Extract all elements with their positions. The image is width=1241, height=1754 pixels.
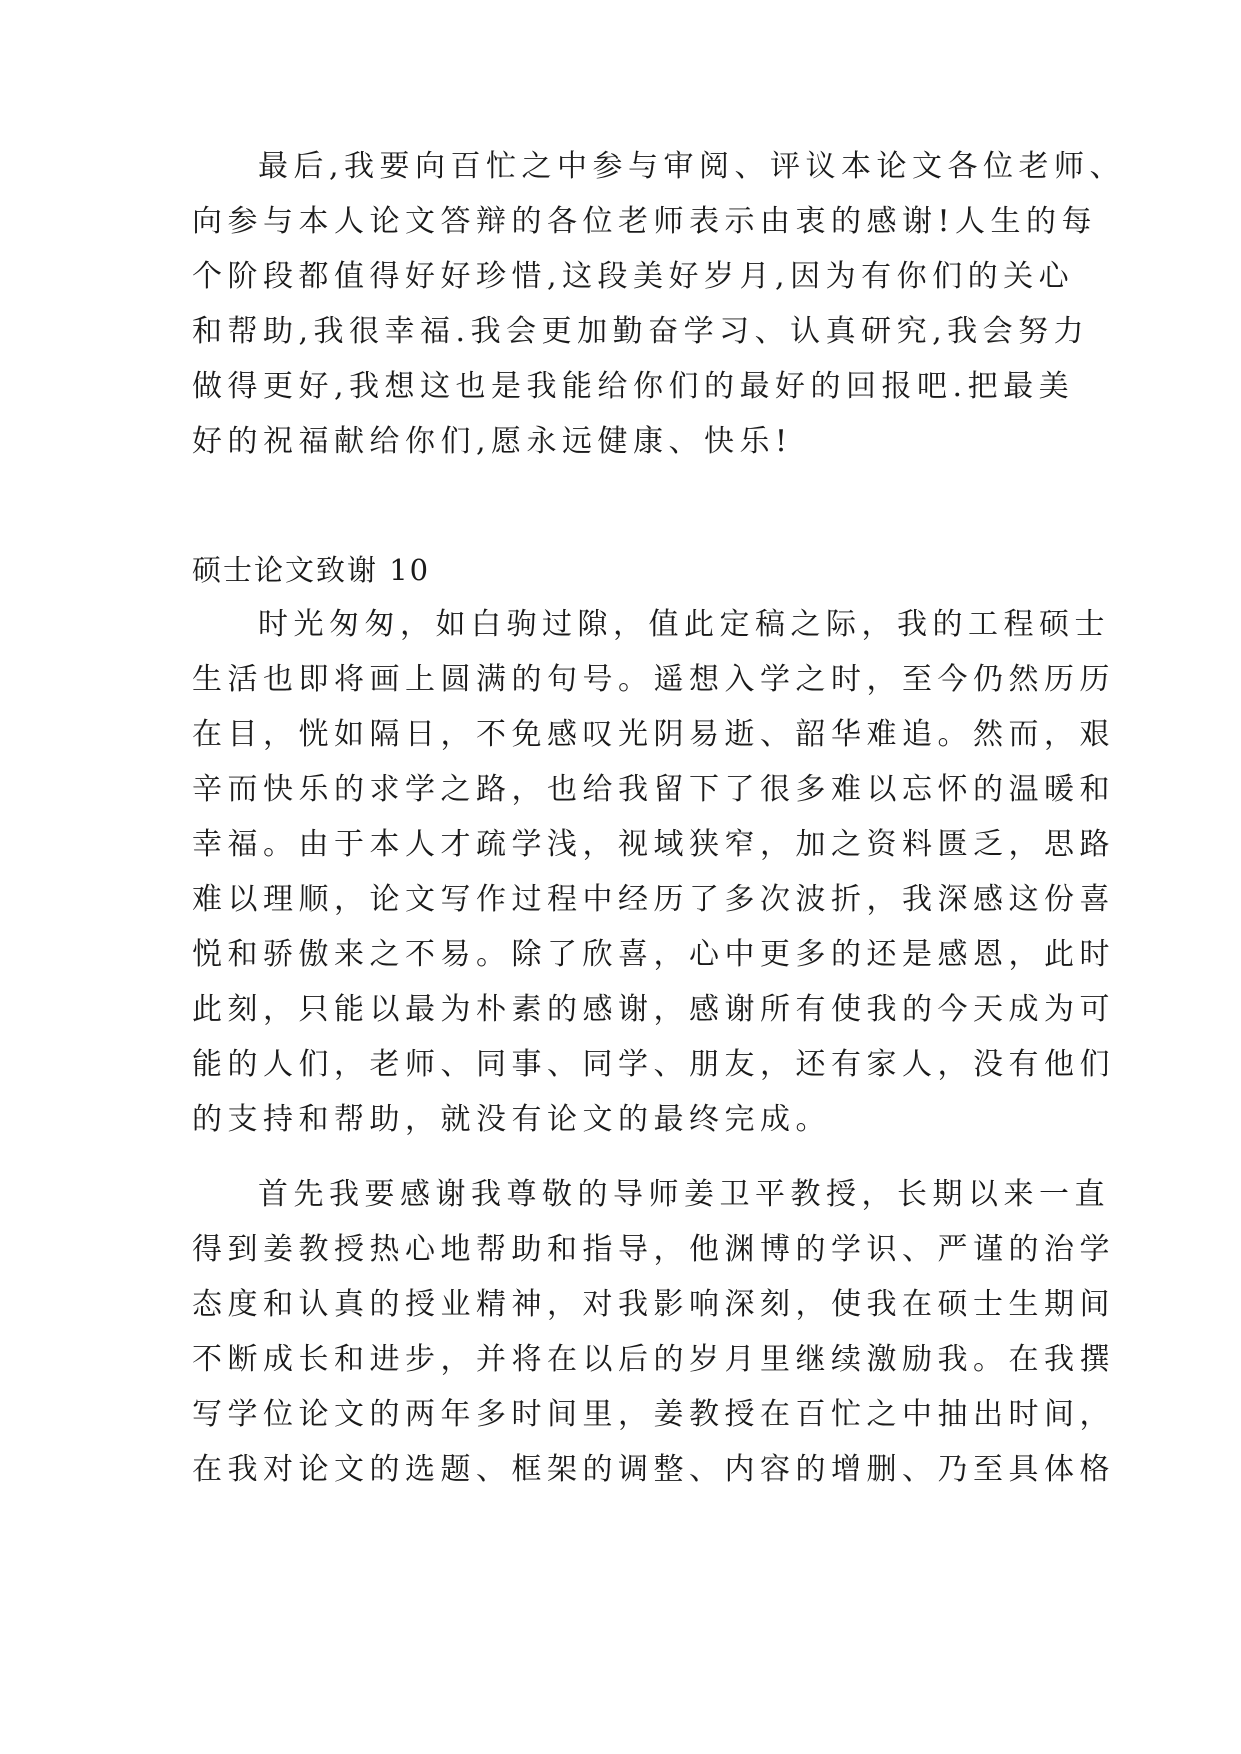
- paragraph-3-line: 不断成长和进步，并将在以后的岁月里继续激励我。在我撰: [192, 1342, 1115, 1377]
- paragraph-1-line: 和帮助,我很幸福.我会更加勤奋学习、认真研究,我会努力: [192, 314, 1090, 349]
- paragraph-3-line: 写学位论文的两年多时间里，姜教授在百忙之中抽出时间，: [192, 1397, 1115, 1432]
- paragraph-3-line: 态度和认真的授业精神，对我影响深刻，使我在硕士生期间: [192, 1287, 1115, 1322]
- paragraph-1-line: 最后,我要向百忙之中参与审阅、评议本论文各位老师、: [258, 149, 1126, 184]
- paragraph-3-line: 在我对论文的选题、框架的调整、内容的增删、乃至具体格: [192, 1452, 1115, 1487]
- paragraph-3-line: 得到姜教授热心地帮助和指导，他渊博的学识、严谨的治学: [192, 1232, 1115, 1267]
- paragraph-3-line: 首先我要感谢我尊敬的导师姜卫平教授，长期以来一直: [258, 1177, 1110, 1212]
- paragraph-1-line: 做得更好,我想这也是我能给你们的最好的回报吧.把最美: [192, 369, 1075, 404]
- paragraph-2-line: 难以理顺，论文写作过程中经历了多次波折，我深感这份喜: [192, 882, 1115, 917]
- paragraph-2-line: 悦和骄傲来之不易。除了欣喜，心中更多的还是感恩，此时: [192, 937, 1115, 972]
- paragraph-2-line: 此刻，只能以最为朴素的感谢，感谢所有使我的今天成为可: [192, 992, 1115, 1027]
- paragraph-2-line: 能的人们，老师、同事、同学、朋友，还有家人，没有他们: [192, 1047, 1115, 1082]
- paragraph-2-line: 在目，恍如隔日，不免感叹光阴易逝、韶华难追。然而，艰: [192, 717, 1115, 752]
- paragraph-1-line: 向参与本人论文答辩的各位老师表示由衷的感谢!人生的每: [192, 204, 1098, 239]
- paragraph-2-line: 的支持和帮助，就没有论文的最终完成。: [192, 1102, 831, 1137]
- paragraph-2-line: 时光匆匆，如白驹过隙，值此定稿之际，我的工程硕士: [258, 607, 1110, 642]
- section-heading: 硕士论文致谢 10: [192, 553, 431, 587]
- paragraph-2-line: 生活也即将画上圆满的句号。遥想入学之时，至今仍然历历: [192, 662, 1115, 697]
- paragraph-1-line: 个阶段都值得好好珍惜,这段美好岁月,因为有你们的关心: [192, 259, 1075, 294]
- paragraph-2-line: 幸福。由于本人才疏学浅，视域狭窄，加之资料匮乏，思路: [192, 827, 1115, 862]
- paragraph-2-line: 辛而快乐的求学之路，也给我留下了很多难以忘怀的温暖和: [192, 772, 1115, 807]
- paragraph-1-line: 好的祝福献给你们,愿永远健康、快乐!: [192, 424, 793, 459]
